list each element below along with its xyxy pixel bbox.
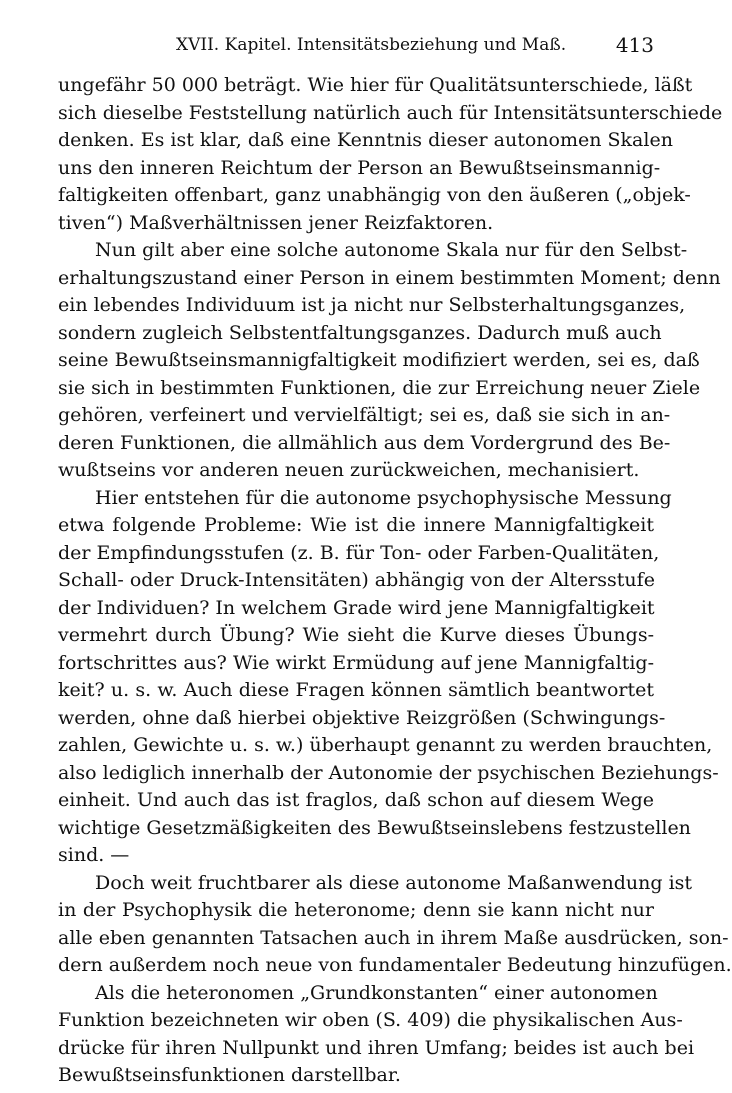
text-line: zahlen, Gewichte u. s. w.) überhaupt genannt zu werden brauchten,: [58, 734, 713, 756]
text-line: der Empfindungsstufen (z. B. für Ton- oder Farben-Qualitäten,: [58, 541, 660, 564]
text-line: sich dieselbe Feststellung natürlich auch für Intensitätsunterschiede: [58, 101, 723, 124]
text-line: faltigkeiten offenbart, ganz unabhängig von den äußeren („objek-: [58, 184, 691, 206]
text-line: Doch weit fruchtbarer als diese autonome Maßanwendung ist: [95, 871, 693, 894]
text-line: Schall- oder Druck-Intensitäten) abhängig von der Altersstufe: [58, 569, 655, 591]
text-line: einheit. Und auch das ist fraglos, daß schon auf diesem Wege: [58, 789, 654, 811]
text-line: tiven“) Maßverhältnissen jener Reizfaktoren.: [58, 211, 494, 234]
text-line: der Individuen? In welchem Grade wird jene Mannigfaltigkeit: [58, 596, 655, 619]
body-text: [58, 72, 732, 1090]
text-line: deren Funktionen, die allmählich aus dem Vordergrund des Be-: [58, 431, 671, 454]
text-line: keit? u. s. w. Auch diese Fragen können sämtlich beantwortet: [58, 679, 654, 701]
paragraph: [58, 485, 719, 870]
text-line: sondern zugleich Selbstentfaltungsganzes. Dadurch muß auch: [58, 321, 662, 344]
text-line: seine Bewußtseinsmannigfaltigkeit modifiziert werden, sei es, daß: [58, 349, 700, 371]
text-line: fortschrittes aus? Wie wirkt Ermüdung auf jene Mannigfaltig-: [58, 651, 654, 674]
text-line: gehören, verfeinert und vervielfältigt; sei es, daß sie sich in an-: [58, 404, 671, 426]
text-line: in der Psychophysik die heteronome; denn sie kann nicht nur: [58, 899, 654, 921]
text-line: ungefähr 50 000 beträgt. Wie hier für Qualitätsunterschiede, läßt: [58, 74, 693, 96]
text-line: also lediglich innerhalb der Autonomie der psychischen Beziehungs-: [58, 761, 719, 784]
text-line: Nun gilt aber eine solche autonome Skala nur für den Selbst-: [95, 239, 688, 261]
paragraph: [58, 237, 721, 485]
text-line: Bewußtseinsfunktionen darstellbar.: [58, 1064, 401, 1086]
text-line: Hier entstehen für die autonome psychophysische Messung: [95, 486, 672, 509]
text-line: wußtseins vor anderen neuen zurückweichen, mechanisiert.: [58, 459, 640, 481]
text-line: drücke für ihren Nullpunkt und ihren Umfang; beides ist auch bei: [58, 1036, 695, 1059]
text-line: sind. —: [58, 844, 130, 866]
text-line: erhaltungszustand einer Person in einem bestimmten Moment; denn: [58, 266, 721, 289]
text-line: dern außerdem noch neue von fundamentaler Bedeutung hinzufügen.: [58, 954, 732, 976]
page-number: 413: [615, 33, 654, 57]
text-line: vermehrt durch Übung? Wie sieht die Kurve dieses Übungs-: [58, 624, 654, 646]
text-line: Als die heteronomen „Grundkonstanten“ einer autonomen: [95, 981, 658, 1004]
text-line: werden, ohne daß hierbei objektive Reizgrößen (Schwingungs-: [58, 706, 666, 729]
text-line: denken. Es ist klar, daß eine Kenntnis dieser autonomen Skalen: [58, 129, 673, 151]
paragraph: [58, 72, 723, 237]
text-line: alle eben genannten Tatsachen auch in ihrem Maße ausdrücken, son-: [58, 926, 729, 949]
text-line: sie sich in bestimmten Funktionen, die zur Erreichung neuer Ziele: [58, 376, 701, 399]
text-line: wichtige Gesetzmäßigkeiten des Bewußtseinslebens festzustellen: [58, 816, 691, 839]
page-header: [58, 33, 654, 57]
text-line: etwa folgende Probleme: Wie ist die innere Mannigfaltigkeit: [58, 514, 654, 536]
text-line: uns den inneren Reichtum der Person an Bewußtseinsmannig-: [58, 156, 661, 179]
text-line: ein lebendes Individuum ist ja nicht nur Selbsterhaltungsganzes,: [58, 294, 686, 316]
running-title: XVII. Kapitel. Intensitätsbeziehung und Maß.: [176, 35, 567, 55]
paragraph: [58, 870, 732, 980]
text-line: Funktion bezeichneten wir oben (S. 409) die physikalischen Aus-: [58, 1009, 683, 1031]
paragraph: [58, 980, 695, 1090]
